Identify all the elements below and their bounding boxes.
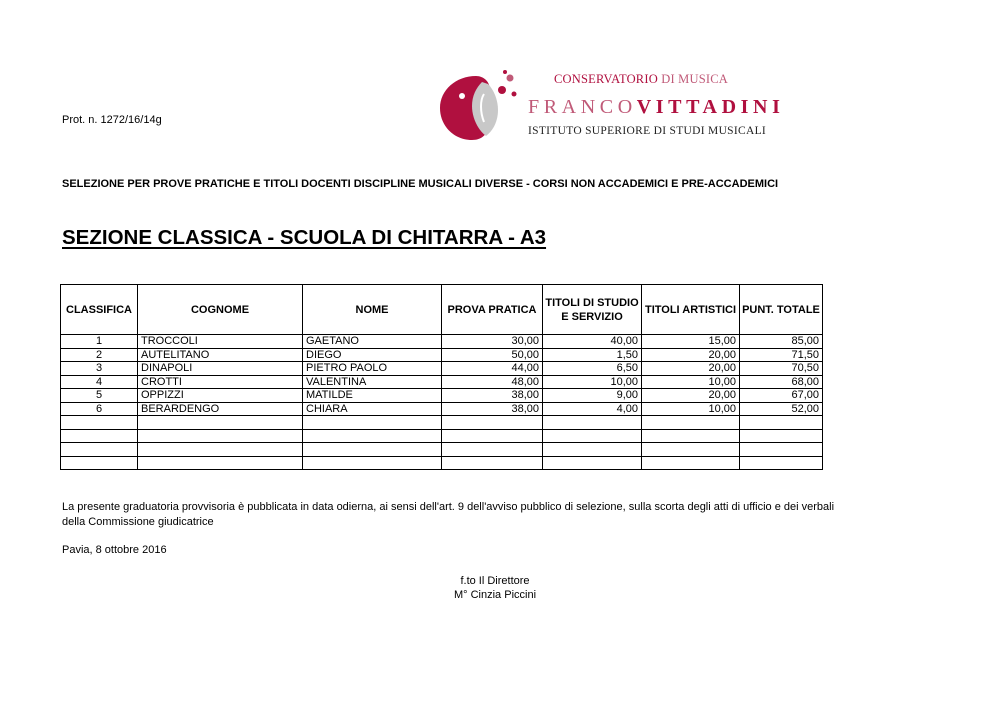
surname-cell: AUTELITANO xyxy=(138,348,303,362)
study-titles-cell: 9,00 xyxy=(543,389,642,403)
table-row xyxy=(61,335,823,349)
table-row xyxy=(61,389,823,403)
surname-cell: CROTTI xyxy=(138,375,303,389)
total-score-cell: 70,50 xyxy=(740,362,823,376)
name-cell: VALENTINA xyxy=(303,375,442,389)
rank-cell: 1 xyxy=(61,335,138,349)
table-row xyxy=(61,402,823,416)
header-titoli-artistici: TITOLI ARTISTICI xyxy=(642,285,740,335)
practical-score-cell: 30,00 xyxy=(442,335,543,349)
practical-score-cell: 48,00 xyxy=(442,375,543,389)
section-title: SEZIONE CLASSICA - SCUOLA DI CHITARRA - A3 xyxy=(62,226,547,249)
practical-score-cell: 50,00 xyxy=(442,348,543,362)
logo-franco: FRANCO xyxy=(528,96,637,118)
logo-vittadini: VITTADINI xyxy=(636,96,785,118)
ranking-table xyxy=(60,284,823,470)
artistic-titles-cell: 10,00 xyxy=(642,402,740,416)
practical-score-cell: 44,00 xyxy=(442,362,543,376)
surname-cell: BERARDENGO xyxy=(138,402,303,416)
study-titles-cell: 10,00 xyxy=(543,375,642,389)
artistic-titles-cell: 20,00 xyxy=(642,389,740,403)
artistic-titles-cell: 20,00 xyxy=(642,348,740,362)
rank-cell: 2 xyxy=(61,348,138,362)
logo-line-3: ISTITUTO SUPERIORE DI STUDI MUSICALI xyxy=(528,125,767,137)
empty-table-row xyxy=(61,429,823,443)
study-titles-cell: 4,00 xyxy=(543,402,642,416)
artistic-titles-cell: 10,00 xyxy=(642,375,740,389)
name-cell: MATILDE xyxy=(303,389,442,403)
header-classifica: CLASSIFICA xyxy=(61,285,138,335)
rank-cell: 3 xyxy=(61,362,138,376)
name-cell: DIEGO xyxy=(303,348,442,362)
study-titles-cell: 6,50 xyxy=(543,362,642,376)
signature-name: M° Cinzia Piccini xyxy=(453,589,537,601)
header-nome: NOME xyxy=(303,285,442,335)
rank-cell: 6 xyxy=(61,402,138,416)
name-cell: PIETRO PAOLO xyxy=(303,362,442,376)
header-punteggio-totale: PUNT. TOTALE xyxy=(740,285,823,335)
conservatory-logo xyxy=(438,68,808,148)
guitar-shape-logo-icon xyxy=(438,68,528,148)
practical-score-cell: 38,00 xyxy=(442,402,543,416)
surname-cell: OPPIZZI xyxy=(138,389,303,403)
practical-score-cell: 38,00 xyxy=(442,389,543,403)
table-row xyxy=(61,375,823,389)
study-titles-cell: 40,00 xyxy=(543,335,642,349)
empty-table-row xyxy=(61,416,823,430)
total-score-cell: 71,50 xyxy=(740,348,823,362)
surname-cell: DINAPOLI xyxy=(138,362,303,376)
table-row xyxy=(61,362,823,376)
artistic-titles-cell: 20,00 xyxy=(642,362,740,376)
table-row xyxy=(61,348,823,362)
empty-table-row xyxy=(61,443,823,457)
rank-cell: 4 xyxy=(61,375,138,389)
logo-di-musica: DI MUSICA xyxy=(661,72,729,86)
logo-line-1 xyxy=(554,72,728,87)
logo-conservatorio: CONSERVATORIO xyxy=(554,72,658,86)
total-score-cell: 85,00 xyxy=(740,335,823,349)
place-and-date: Pavia, 8 ottobre 2016 xyxy=(62,544,167,556)
name-cell: CHIARA xyxy=(303,402,442,416)
signature-block xyxy=(420,574,570,602)
header-cognome: COGNOME xyxy=(138,285,303,335)
publication-notice: La presente graduatoria provvisoria è pubblicata in data odierna, ai sensi dell'art. 9 dell'avviso pubblico di selezione, sulla scorta degli atti di ufficio e dei verbali della Commissione giudicatrice xyxy=(62,501,835,528)
document-heading: SELEZIONE PER PROVE PRATICHE E TITOLI DOCENTI DISCIPLINE MUSICALI DIVERSE - CORSI NON ACCADEMICI E PRE-ACCADEMICI xyxy=(62,178,779,190)
signature-role: f.to Il Direttore xyxy=(460,575,530,587)
empty-table-row xyxy=(61,456,823,470)
surname-cell: TROCCOLI xyxy=(138,335,303,349)
rank-cell: 5 xyxy=(61,389,138,403)
total-score-cell: 52,00 xyxy=(740,402,823,416)
total-score-cell: 68,00 xyxy=(740,375,823,389)
protocol-number: Prot. n. 1272/16/14g xyxy=(62,114,162,126)
total-score-cell: 67,00 xyxy=(740,389,823,403)
logo-line-2 xyxy=(528,96,784,119)
table-header-row xyxy=(61,285,823,335)
header-prova-pratica: PROVA PRATICA xyxy=(442,285,543,335)
header-titoli-studio: TITOLI DI STUDIO E SERVIZIO xyxy=(543,285,642,335)
name-cell: GAETANO xyxy=(303,335,442,349)
study-titles-cell: 1,50 xyxy=(543,348,642,362)
artistic-titles-cell: 15,00 xyxy=(642,335,740,349)
